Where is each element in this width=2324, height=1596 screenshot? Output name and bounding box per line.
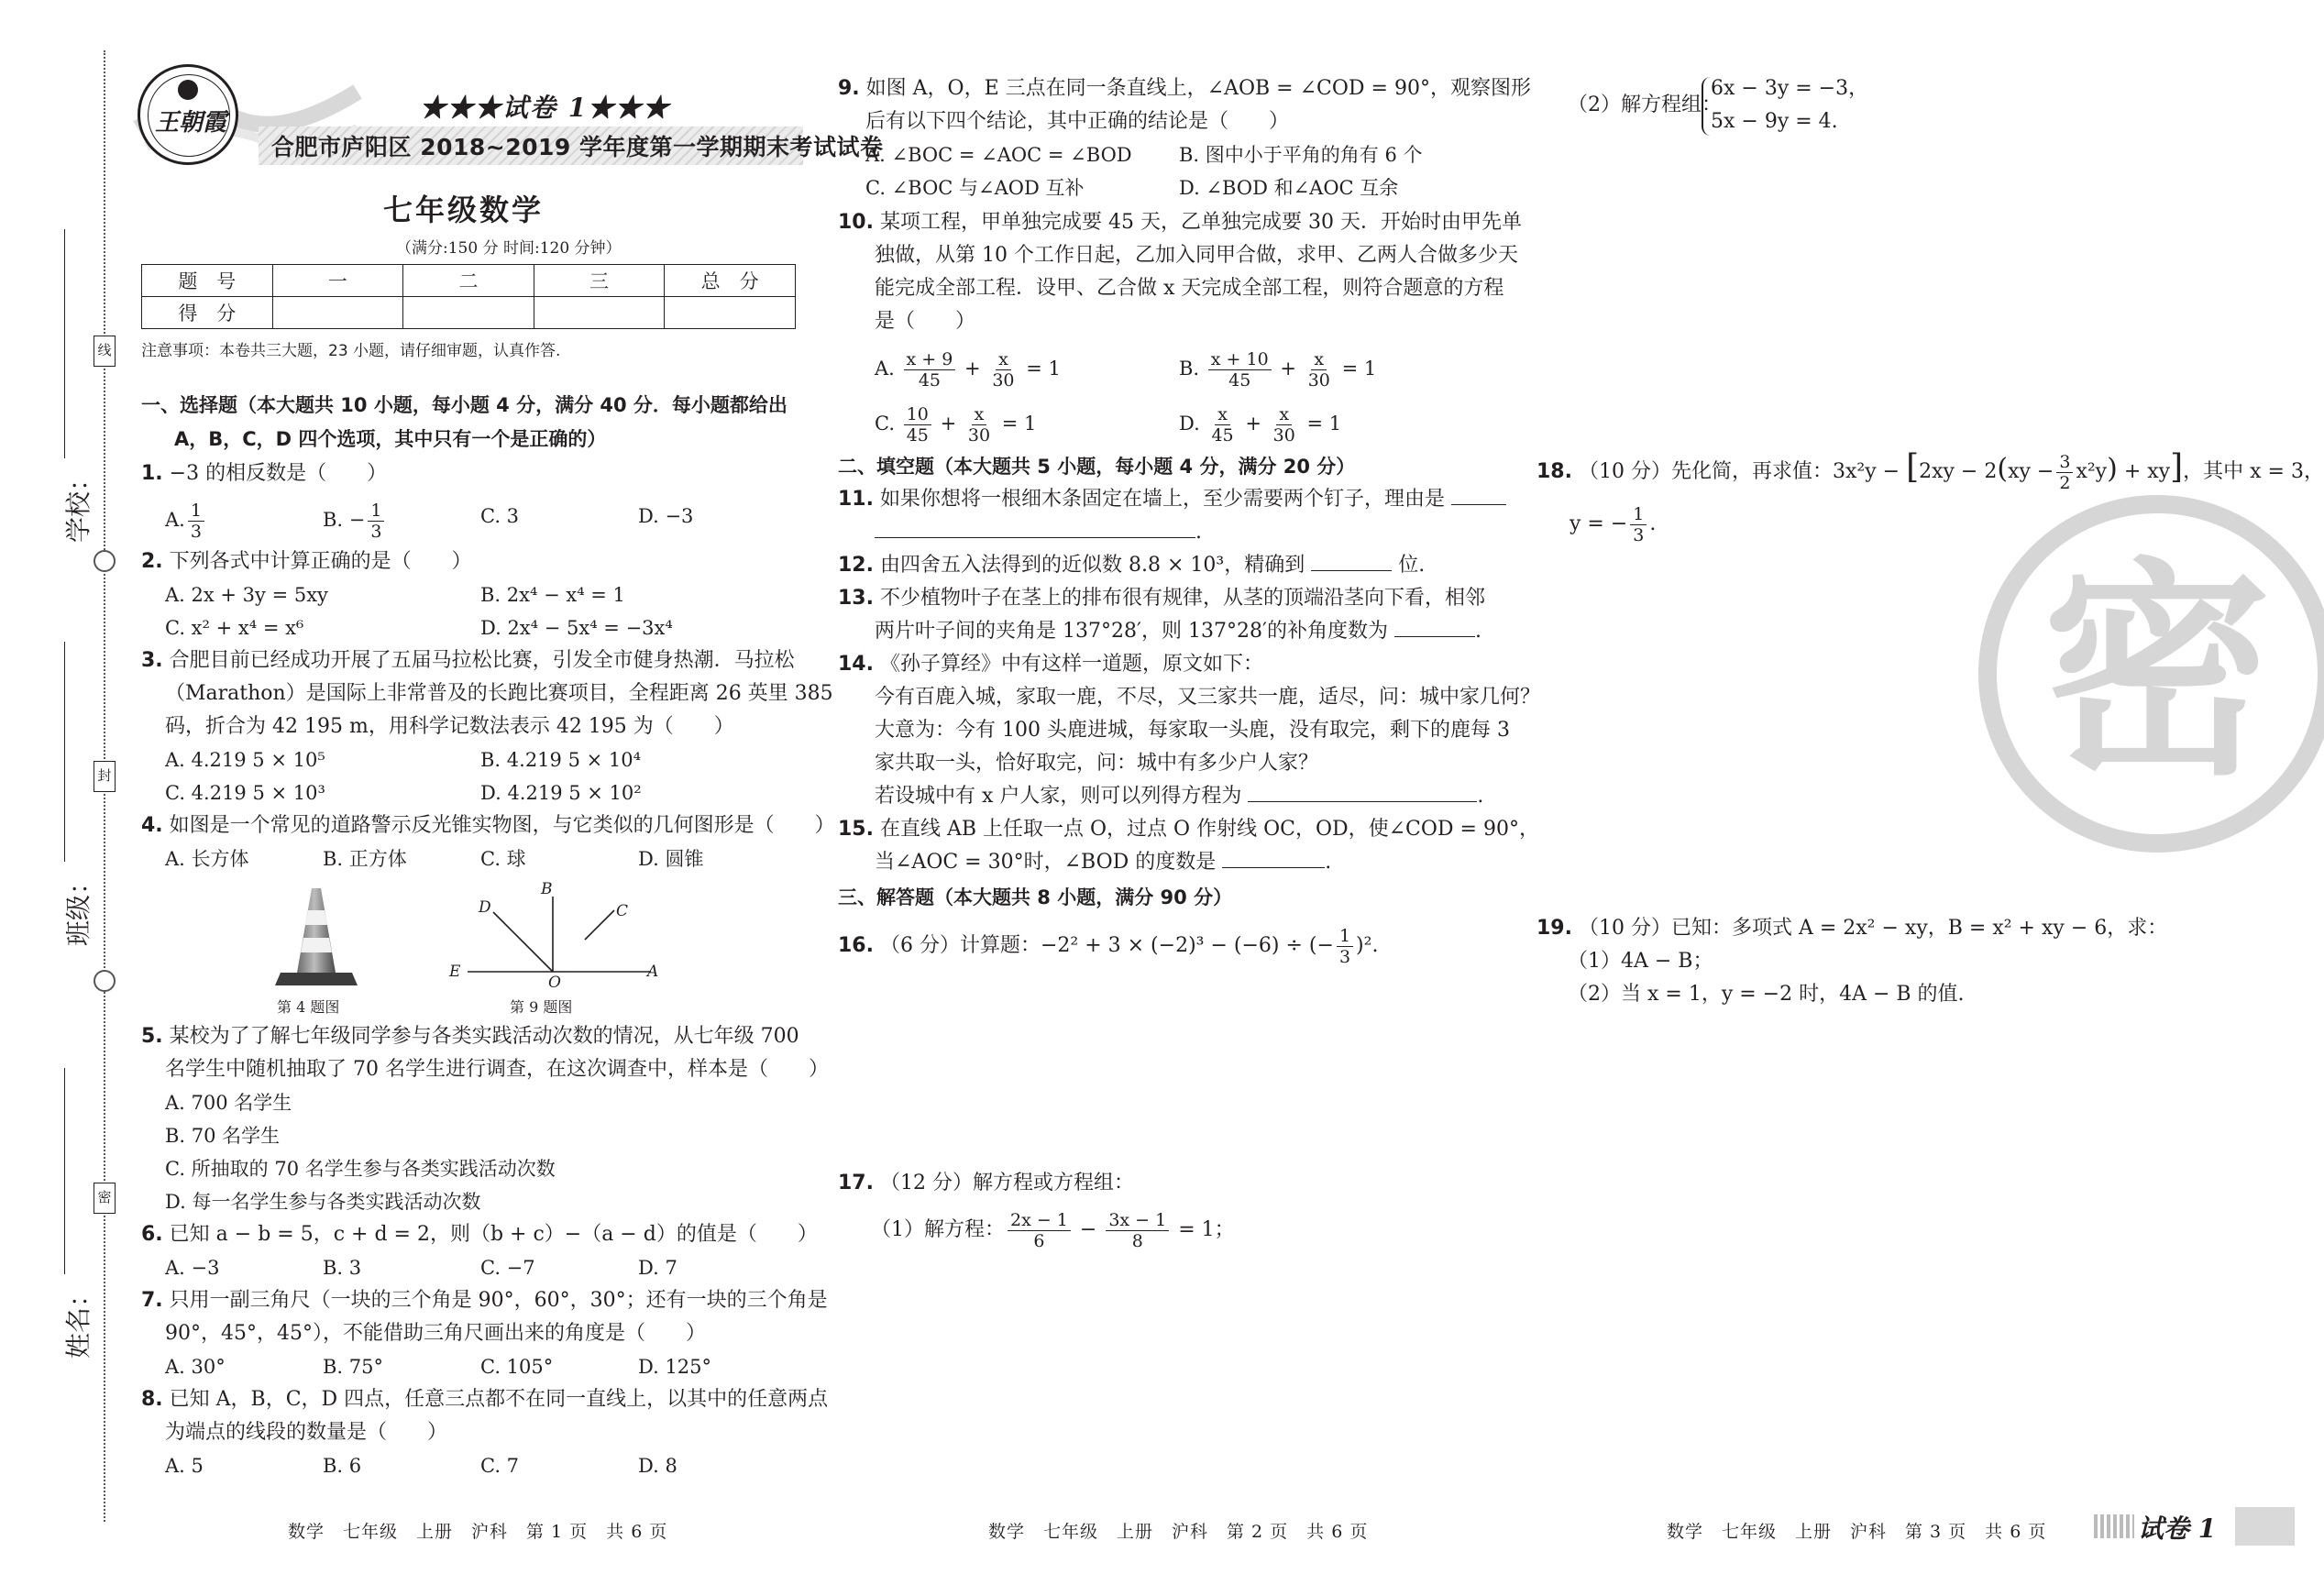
q1-option-b-label: B. − <box>323 509 366 531</box>
paper-number-badge: ★★★试卷 1★★★ <box>420 93 671 123</box>
q6-option-d[interactable]: D. 7 <box>638 1257 677 1279</box>
score-table-header-row <box>142 265 796 297</box>
binding-mark-xian: 线 <box>94 336 116 367</box>
fraction-denominator: 30 <box>1272 425 1295 446</box>
score-table-cell: 得 分 <box>142 297 273 329</box>
page-footer-2: 数学 七年级 上册 沪科 第 2 页 共 6 页 <box>988 1522 1369 1542</box>
plus-sign: + <box>1245 413 1261 435</box>
score-table-cell: 总 分 <box>665 265 796 297</box>
q15-text-line1: 在直线 AB 上任取一点 O，过点 O 作射线 OC，OD，使∠COD = 90°， <box>879 818 1539 841</box>
binding-mark-mi: 密 <box>94 1183 116 1214</box>
score-table-cell: 三 <box>534 265 665 297</box>
q10-number: 10. <box>838 211 874 234</box>
footer-paper-badge: 试卷 1 <box>2138 1513 2217 1544</box>
q2-number: 2. <box>141 550 163 573</box>
fig9-label-d: D <box>479 898 491 917</box>
q14-stem-line4: 家共取一头，恰好取完，问：城中有多少户人家？ <box>875 752 1319 775</box>
q7-stem-line2: 90°，45°，45°），不能借助三角尺画出来的角度是（ ） <box>165 1322 706 1345</box>
binding-ring-1 <box>94 550 116 572</box>
q17-sub1 <box>871 1208 1235 1252</box>
exam-info: （满分:150 分 时间:120 分钟） <box>396 239 622 258</box>
q1-text: −3 的相反数是（ ） <box>169 462 388 485</box>
score-table <box>141 264 796 329</box>
fig9-label-b: B <box>541 880 553 898</box>
section1-title-line2: A，B，C，D 四个选项，其中只有一个是正确的） <box>174 428 607 450</box>
q3-number: 3. <box>141 649 163 672</box>
q9-stem-line2: 后有以下四个结论，其中正确的结论是（ ） <box>865 110 1290 133</box>
fraction-denominator: 45 <box>906 425 929 446</box>
q13-text-line1: 不少植物叶子在茎上的排布很有规律，从茎的顶端沿茎向下看，相邻 <box>879 587 1485 610</box>
page-footer-3: 数学 七年级 上册 沪科 第 3 页 共 6 页 <box>1667 1522 2047 1542</box>
q4-stem <box>141 810 835 842</box>
q15-stem-line1 <box>838 814 1539 845</box>
bracket-close: ] <box>2170 448 2184 486</box>
fraction-numerator: x <box>1276 404 1292 425</box>
paren-close: ) <box>2107 453 2118 485</box>
q3-option-c[interactable]: C. 4.219 5 × 10³ <box>165 782 325 804</box>
q3-stem-line3: 码，折合为 42 195 m，用科学记数法表示 42 195 为（ ） <box>165 715 734 738</box>
fraction-numerator: x <box>1215 404 1230 425</box>
fraction-numerator: x <box>1311 349 1327 370</box>
q10-d-frac-1 <box>1208 404 1236 446</box>
fraction-numerator: 1 <box>368 501 384 522</box>
q5-option-b[interactable]: B. 70 名学生 <box>165 1125 281 1147</box>
q7-option-b[interactable]: B. 75° <box>323 1356 384 1378</box>
q18-inner-c: x²y <box>2076 460 2108 483</box>
q17-text: （12 分）解方程或方程组： <box>879 1172 1134 1194</box>
q11-stem <box>838 484 1506 515</box>
q14-number: 14. <box>838 653 874 676</box>
q7-option-a[interactable]: A. 30° <box>165 1356 226 1378</box>
q16-stem <box>838 924 1378 968</box>
fraction-denominator: 3 <box>370 522 382 542</box>
q14-stem-line5 <box>875 781 1483 812</box>
q17-sub2-label: （2）解方程组： <box>1568 94 1722 116</box>
q6-option-c[interactable]: C. −7 <box>480 1257 535 1279</box>
q16-fraction <box>1337 926 1353 967</box>
q11-answer-blank[interactable] <box>1451 504 1506 505</box>
q17-sub2 <box>1568 90 1722 121</box>
q18-inner-b: xy − <box>2008 460 2054 483</box>
q10-option-d-tail: = 1 <box>1306 413 1342 435</box>
score-cell-total[interactable] <box>665 297 796 329</box>
q3-stem-line2: （Marathon）是国际上非常普及的长跑比赛项目，全程距离 26 英里 385 <box>165 682 833 705</box>
q10-text-line1: 某项工程，甲单独完成要 45 天，乙单独完成要 30 天．开始时由甲先单 <box>879 211 1522 234</box>
confidential-stamp-icon <box>1951 477 2299 862</box>
q1-option-b[interactable] <box>323 501 387 542</box>
class-blank-line <box>64 642 65 862</box>
q10-option-b-tail: = 1 <box>1341 358 1377 380</box>
q11-number: 11. <box>838 488 874 511</box>
q10-option-d-label: D. <box>1179 413 1200 435</box>
fig9-label-a: A <box>647 963 659 981</box>
q9-text-line1: 如图 A，O，E 三点在同一条直线上，∠AOB = ∠COD = 90°，观察图形 <box>865 77 1531 100</box>
notice-text: 注意事项：本卷共三大题，23 小题，请仔细审题，认真作答. <box>141 342 561 360</box>
q10-stem-line3: 能完成全部工程．设甲、乙合做 x 天完成全部工程，则符合题意的方程 <box>875 277 1504 300</box>
q19-stem-line1 <box>1536 913 2167 944</box>
q6-stem <box>141 1219 818 1250</box>
section2-title: 二、填空题（本大题共 5 小题，每小题 4 分，满分 20 分） <box>838 456 1356 478</box>
q13-number: 13. <box>838 587 874 610</box>
fraction-numerator: x <box>972 404 987 425</box>
fraction-denominator: 45 <box>1211 425 1234 446</box>
fraction-numerator: 3 <box>2056 452 2073 473</box>
q11-text: 如果你想将一根细木条固定在墙上，至少需要两个钉子，理由是 <box>879 488 1445 511</box>
q4-option-d[interactable]: D. 圆锥 <box>638 848 704 870</box>
q1-option-a-label: A. <box>165 509 185 531</box>
q1-option-a[interactable] <box>165 501 207 542</box>
fig9-label-o: O <box>548 974 561 992</box>
traffic-cone-figure <box>275 885 358 990</box>
minus-sign: − <box>1079 1218 1097 1241</box>
q1-option-d[interactable]: D. −3 <box>638 505 694 527</box>
q9-figure-caption: 第 9 题图 <box>510 998 573 1016</box>
page-footer-1: 数学 七年级 上册 沪科 第 1 页 共 6 页 <box>288 1522 668 1542</box>
q9-stem-line1 <box>838 73 1531 105</box>
q7-option-d[interactable]: D. 125° <box>638 1356 712 1378</box>
fraction-numerator: 1 <box>1337 926 1353 947</box>
fraction-numerator: x + 10 <box>1208 349 1272 370</box>
q19-text-line1: （10 分）已知：多项式 A = 2x² − xy，B = x² + xy − 6，求： <box>1578 917 2168 940</box>
q4-option-c[interactable]: C. 球 <box>480 848 526 870</box>
q18-y-text: y = − <box>1570 512 1628 535</box>
q16-text: （6 分）计算题：−2² + 3 × (−2)³ − (−6) ÷ <box>879 934 1303 957</box>
q5-number: 5. <box>141 1025 163 1048</box>
q3-stem-line1 <box>141 645 795 677</box>
q8-number: 8. <box>141 1388 163 1411</box>
q15-text-line2: 当∠AOC = 30°时，∠BOD 的度数是 <box>875 851 1217 874</box>
section3-title: 三、解答题（本大题共 8 小题，满分 90 分） <box>838 886 1233 908</box>
q7-text-line1: 只用一副三角尺（一块的三个角是 90°，60°，30°；还有一块的三个角是 <box>169 1289 828 1312</box>
q14-stem-line1 <box>838 649 1263 680</box>
q16-number: 16. <box>838 934 874 957</box>
q3-option-b[interactable]: B. 4.219 5 × 10⁴ <box>480 749 642 771</box>
q10-b-frac-2 <box>1305 349 1333 391</box>
q4-figure-caption: 第 4 题图 <box>277 998 340 1016</box>
q18-y-value <box>1570 502 1656 546</box>
q5-text-line1: 某校为了了解七年级同学参与各类实践活动次数的情况，从七年级 700 <box>169 1025 799 1048</box>
q10-option-b-label: B. <box>1179 358 1200 380</box>
q3-text-line1: 合肥目前已经成功开展了五届马拉松比赛，引发全市健身热潮．马拉松 <box>169 649 795 672</box>
q17-frac-1 <box>1008 1210 1071 1251</box>
q3-option-a[interactable]: A. 4.219 5 × 10⁵ <box>165 749 325 771</box>
q18-y-fraction <box>1630 504 1647 545</box>
q6-number: 6. <box>141 1223 163 1246</box>
q4-text: 如图是一个常见的道路警示反光锥实物图，与它类似的几何图形是（ ） <box>169 814 835 837</box>
q4-option-b[interactable]: B. 正方体 <box>323 848 407 870</box>
q19-sub2: （2）当 x = 1，y = −2 时，4A − B 的值. <box>1568 983 1965 1006</box>
q10-option-a[interactable] <box>875 347 1061 391</box>
exam-title: 合肥市庐阳区 2018~2019 学年度第一学期期末考试试卷 <box>271 134 884 160</box>
score-cell-3[interactable] <box>534 297 665 329</box>
fraction-denominator: 8 <box>1131 1230 1143 1251</box>
fraction-numerator: 1 <box>1630 504 1647 525</box>
q8-option-a[interactable]: A. 5 <box>165 1455 204 1477</box>
q8-stem-line1 <box>141 1384 828 1415</box>
q10-option-a-label: A. <box>875 358 895 380</box>
plus-sign: + <box>964 358 981 380</box>
q19-sub1: （1）4A − B； <box>1568 950 1713 973</box>
q11-answer-blank-2[interactable] <box>875 537 1195 538</box>
q9-option-a[interactable]: A. ∠BOC = ∠AOC = ∠BOD <box>865 144 1132 166</box>
footer-corner-shade <box>2235 1507 2295 1546</box>
q18-text-a: （10 分）先化简，再求值：3x²y − <box>1578 460 1900 483</box>
fraction-numerator: x + 9 <box>904 349 956 370</box>
q10-option-c-label: C. <box>875 413 895 435</box>
q17-eq2: 5x − 9y = 4. <box>1711 110 1838 133</box>
q18-y-end: . <box>1649 512 1657 535</box>
fraction-numerator: 3x − 1 <box>1106 1210 1169 1231</box>
fraction-denominator: 30 <box>967 425 991 446</box>
q1-option-b-fraction <box>368 501 384 542</box>
q16-paren-open: (− <box>1308 934 1334 957</box>
q4-number: 4. <box>141 814 163 837</box>
q1-option-a-fraction <box>188 501 204 542</box>
binding-ring-2 <box>94 970 116 992</box>
score-table-score-row <box>142 297 796 329</box>
section1-title-line1: 一、选择题（本大题共 10 小题，每小题 4 分，满分 40 分．每小题都给出 <box>141 394 788 416</box>
binding-mark-feng: 封 <box>94 761 116 792</box>
q18-inner-a: 2xy − 2 <box>1919 460 1998 483</box>
q12-end: 位. <box>1398 554 1426 577</box>
fig9-label-e: E <box>449 963 461 981</box>
q5-stem-line2: 名学生中随机抽取了 70 名学生进行调查，在这次调查中，样本是（ ） <box>165 1058 829 1081</box>
q10-a-frac-1 <box>904 349 956 391</box>
q13-stem-line2 <box>875 616 1481 647</box>
q10-c-frac-1 <box>904 404 931 446</box>
q7-number: 7. <box>141 1289 163 1312</box>
q14-stem-line3: 大意为：今有 100 头鹿进城，每家取一头鹿，没有取完，剩下的鹿每 3 <box>875 719 1510 742</box>
q12-stem <box>838 550 1425 581</box>
q2-option-b[interactable]: B. 2x⁴ − x⁴ = 1 <box>480 584 625 606</box>
score-table-cell: 二 <box>403 265 534 297</box>
q15-end: . <box>1325 851 1332 874</box>
fraction-denominator: 45 <box>918 370 942 391</box>
q10-stem-line1 <box>838 207 1522 238</box>
q14-stem-line2: 今有百鹿入城，家取一鹿，不尽，又三家共一鹿，适尽，问：城中家几何？ <box>875 686 1541 709</box>
q1-number: 1. <box>141 462 163 485</box>
q3-option-d[interactable]: D. 4.219 5 × 10² <box>480 782 642 804</box>
fraction-denominator: 30 <box>1307 370 1330 391</box>
fraction-numerator: 1 <box>188 501 204 522</box>
q10-option-c[interactable] <box>875 402 1036 446</box>
q7-stem-line1 <box>141 1285 828 1316</box>
q10-option-d[interactable] <box>1179 402 1341 446</box>
q5-option-d[interactable]: D. 每一名学生参与各类实践活动次数 <box>165 1191 481 1213</box>
q1-option-c[interactable]: C. 3 <box>480 505 520 527</box>
q9-option-d[interactable]: D. ∠BOD 和∠AOC 互余 <box>1179 177 1399 199</box>
q16-paren-close: )². <box>1356 934 1379 957</box>
fig9-label-c: C <box>616 902 629 920</box>
q11-end: . <box>1195 521 1202 544</box>
score-cell-1[interactable] <box>272 297 403 329</box>
q17-frac-2 <box>1106 1210 1169 1251</box>
subject-title: 七年级数学 <box>383 193 545 227</box>
fraction-denominator: 45 <box>1228 370 1251 391</box>
q13-stem-line1 <box>838 583 1485 614</box>
q9-number: 9. <box>838 77 860 100</box>
q8-option-c[interactable]: C. 7 <box>480 1455 520 1477</box>
class-label: 班级： <box>63 868 94 947</box>
q17-number: 17. <box>838 1172 874 1194</box>
paper-badge-icon <box>2094 1514 2134 1538</box>
q8-option-d[interactable]: D. 8 <box>638 1455 677 1477</box>
stamp-char: 密 <box>2043 539 2272 806</box>
q10-option-b[interactable] <box>1179 347 1376 391</box>
q8-text-line1: 已知 A，B，C，D 四点，任意三点都不在同一直线上，以其中的任意两点 <box>169 1388 829 1411</box>
q13-text-line2: 两片叶子间的夹角是 137°28′，则 137°28′的补角度数为 <box>875 620 1388 643</box>
fraction-numerator: 10 <box>904 404 931 425</box>
publisher-logo-text: 王朝霞 <box>154 109 226 137</box>
q11-answer-line2 <box>875 517 1202 548</box>
fraction-denominator: 30 <box>992 370 1015 391</box>
q2-option-a[interactable]: A. 2x + 3y = 5xy <box>165 584 328 606</box>
q2-text: 下列各式中计算正确的是（ ） <box>169 550 472 573</box>
score-cell-2[interactable] <box>403 297 534 329</box>
name-label: 姓名： <box>63 1281 94 1359</box>
q12-answer-blank[interactable] <box>1311 570 1392 571</box>
q10-c-frac-2 <box>965 404 993 446</box>
q2-stem <box>141 546 472 578</box>
q10-stem-line4: 是（ ） <box>875 310 976 333</box>
q9-option-b[interactable]: B. 图中小于平角的角有 6 个 <box>1179 144 1423 166</box>
q12-text: 由四舍五入法得到的近似数 8.8 × 10³，精确到 <box>879 554 1305 577</box>
q14-end: . <box>1477 785 1484 808</box>
q10-stem-line2: 独做，从第 10 个工作日起，乙加入同甲合做，求甲、乙两人合做多少天 <box>875 244 1518 267</box>
q17-eq1: 6x − 3y = −3， <box>1711 77 1869 100</box>
score-table-cell: 一 <box>272 265 403 297</box>
q4-option-a[interactable]: A. 长方体 <box>165 848 249 870</box>
q5-stem-line1 <box>141 1021 799 1052</box>
school-blank-line <box>64 229 65 458</box>
q15-stem-line2 <box>875 847 1331 878</box>
q10-d-frac-2 <box>1271 404 1298 446</box>
q5-option-c[interactable]: C. 所抽取的 70 名学生参与各类实践活动次数 <box>165 1158 556 1180</box>
q17-sub1-tail: = 1； <box>1178 1218 1235 1241</box>
q19-number: 19. <box>1536 917 1572 940</box>
fraction-denominator: 6 <box>1033 1230 1045 1251</box>
q2-option-c[interactable]: C. x² + x⁴ = x⁶ <box>165 617 304 639</box>
q7-option-c[interactable]: C. 105° <box>480 1356 554 1378</box>
q6-text: 已知 a − b = 5，c + d = 2，则（b + c）−（a − d）的值是（ ） <box>169 1223 818 1246</box>
fraction-denominator: 2 <box>2059 472 2071 493</box>
school-label: 学校： <box>63 465 94 544</box>
fraction-denominator: 3 <box>190 522 202 542</box>
q17-sub1-label: （1）解方程： <box>871 1218 1005 1241</box>
q8-option-b[interactable]: B. 6 <box>323 1455 362 1477</box>
q13-end: . <box>1474 620 1481 643</box>
q14-text-line5: 若设城中有 x 户人家，则可以列得方程为 <box>875 785 1242 808</box>
fraction-denominator: 3 <box>1633 524 1645 545</box>
fraction-denominator: 3 <box>1338 946 1351 967</box>
q18-inner-d: + xy <box>2123 460 2171 483</box>
publisher-logo <box>138 64 238 165</box>
score-table-cell: 题 号 <box>142 265 273 297</box>
q15-number: 15. <box>838 818 874 841</box>
q5-option-a[interactable]: A. 700 名学生 <box>165 1092 292 1114</box>
name-blank-line <box>64 1068 65 1274</box>
q8-stem-line2: 为端点的线段的数量是（ ） <box>165 1421 448 1444</box>
q6-option-b[interactable]: B. 3 <box>323 1257 362 1279</box>
paren-open: ( <box>1997 453 2009 485</box>
q10-b-frac-1 <box>1208 349 1272 391</box>
fraction-numerator: 2x − 1 <box>1008 1210 1071 1231</box>
plus-sign: + <box>940 413 957 435</box>
plus-sign: + <box>1280 358 1296 380</box>
q10-a-frac-2 <box>989 349 1017 391</box>
q2-option-d[interactable]: D. 2x⁴ − 5x⁴ = −3x⁴ <box>480 617 673 639</box>
q10-option-c-tail: = 1 <box>1001 413 1037 435</box>
q17-stem <box>838 1168 1134 1199</box>
q9-option-c[interactable]: C. ∠BOC 与∠AOD 互补 <box>865 177 1085 199</box>
q6-option-a[interactable]: A. −3 <box>165 1257 220 1279</box>
q14-answer-blank[interactable] <box>1248 801 1477 802</box>
fraction-numerator: x <box>996 349 1011 370</box>
q14-text-line1: 《孙子算经》中有这样一道题，原文如下： <box>879 653 1263 676</box>
logo-face-icon <box>178 80 198 100</box>
q18-number: 18. <box>1536 460 1572 483</box>
q18-text-b: ，其中 x = 3， <box>2183 460 2324 483</box>
q12-number: 12. <box>838 554 874 577</box>
q13-answer-blank[interactable] <box>1394 636 1475 637</box>
q15-answer-blank[interactable] <box>1222 867 1325 868</box>
q10-option-a-tail: = 1 <box>1026 358 1061 380</box>
q1-stem <box>141 458 387 490</box>
bracket-open: [ <box>1906 448 1920 486</box>
